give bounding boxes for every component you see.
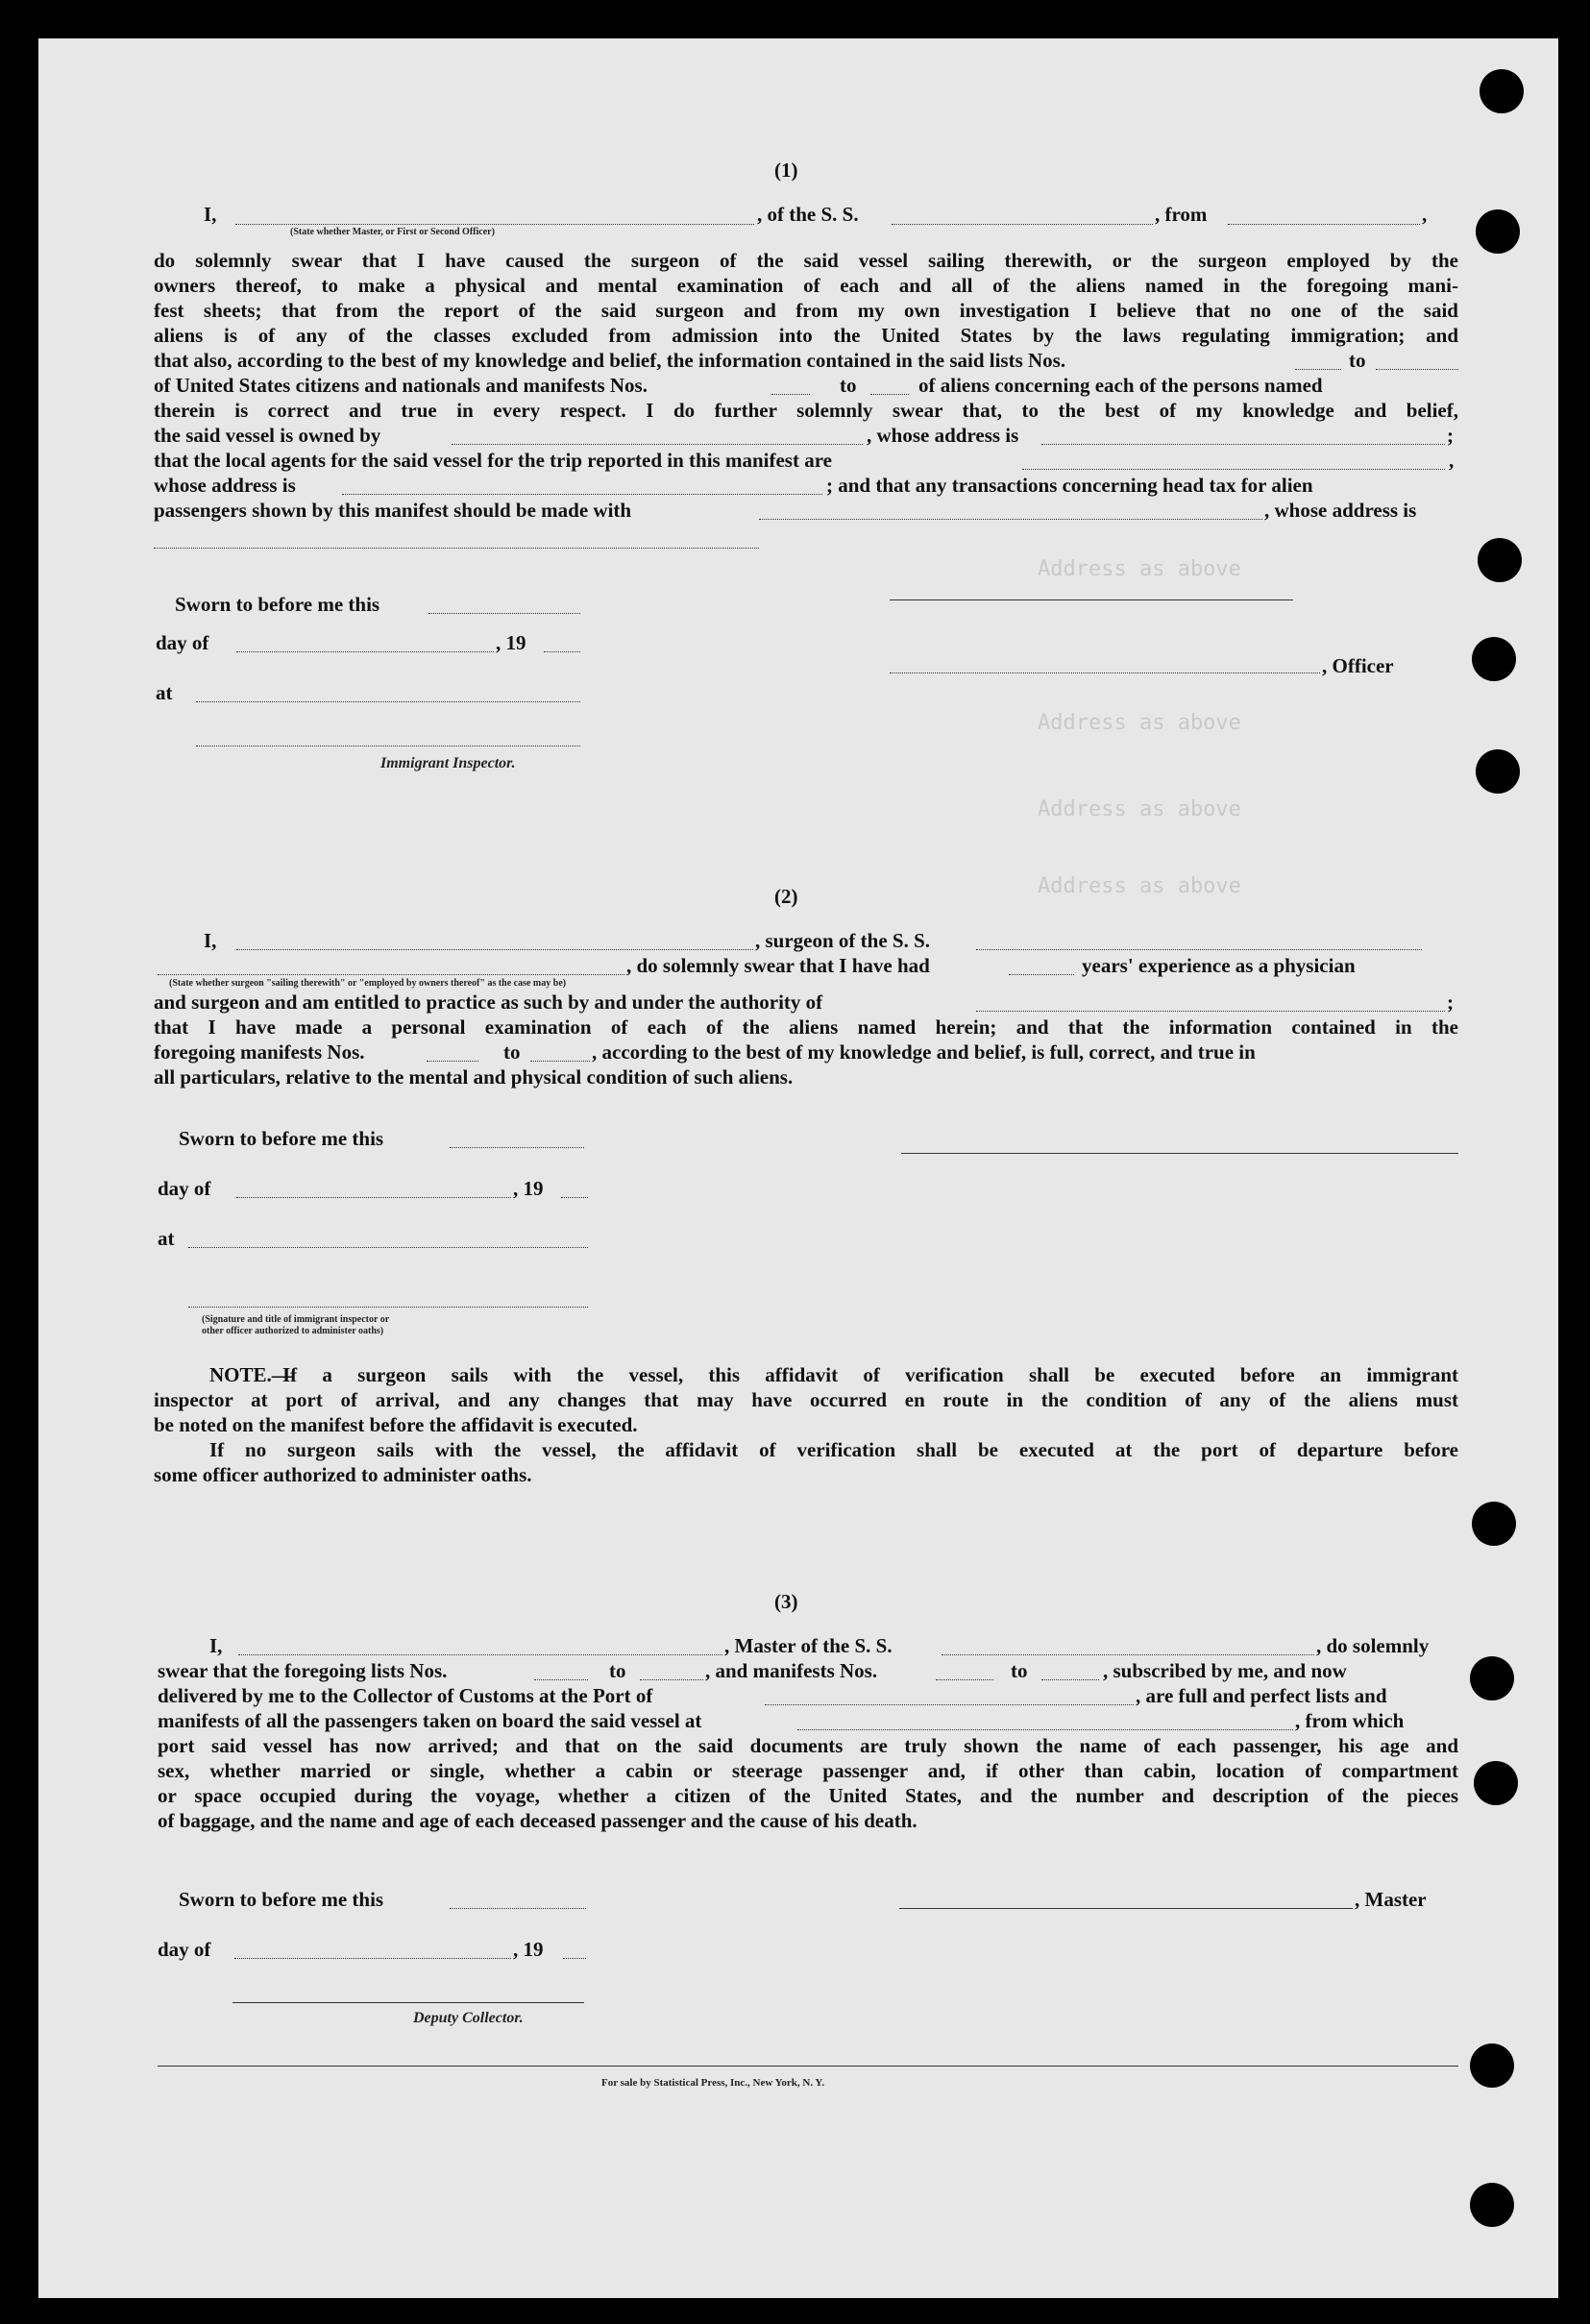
section-2-text: foregoing manifests Nos. [154,1040,365,1064]
section-1-text: therein is correct and true in every respect. I do further solemnly swear that, to the best of my knowledge and belief, [154,399,1458,422]
section-2-text: , do solemnly swear that I have had [626,954,930,977]
manifests-to-field[interactable] [870,394,909,395]
surgeon-note: (State whether surgeon "sailing therewith" or "employed by owners thereof" as the case may be) [169,978,567,989]
surgeon-manifests-from-field[interactable] [427,1061,478,1062]
section-2-text: years' experience as a physician [1082,954,1356,977]
section-3-text: or space occupied during the voyage, whether a citizen of the United States, and the number and description of the pieces [158,1784,1458,1807]
sworn-label: Sworn to before me this [175,593,380,616]
line-label: I, [204,203,217,226]
day-of-label: day of [158,1177,211,1200]
punch-hole [1472,1502,1516,1546]
section-1-text: ; and that any transactions concerning head tax for alien [826,474,1313,497]
bleed-through-text: Address as above [1038,874,1241,898]
punch-hole [1478,538,1522,582]
sworn-label: Sworn to before me this [179,1127,384,1150]
section-3-text: , do solemnly [1316,1634,1430,1657]
section-1-text: do solemnly swear that I have caused the surgeon of the said vessel sailing therewith, or the surgeon employed by the [154,249,1458,272]
punch-hole [1476,209,1520,254]
section-3-heading: (3) [774,1590,798,1613]
owner-address-field[interactable] [1041,444,1445,445]
master-name-field[interactable] [238,1654,722,1655]
section-1-text: whose address is [154,474,296,497]
punch-hole [1476,749,1520,794]
year-label: , 19 [496,631,526,654]
section-1-text: of United States citizens and nationals and manifests Nos. [154,374,648,397]
section-1-text: that the local agents for the said vessel for the trip reported in this manifest are [154,449,832,472]
at-field[interactable] [188,1247,588,1248]
master-vessel-field[interactable] [942,1654,1314,1655]
section-3-text: , and manifests Nos. [705,1659,878,1682]
punch-hole [1470,2043,1514,2088]
section-1-text: , whose address is [1264,499,1417,522]
inspector-label: Immigrant Inspector. [380,755,516,771]
day-of-label: day of [156,631,209,654]
footer-rule [158,2066,1458,2067]
section-2-text: I, [204,929,217,952]
form-page [38,38,1558,2298]
punch-hole [1470,1656,1514,1700]
at-label: at [156,681,173,704]
section-1-text: owners thereof, to make a physical and mental examination of each and all of the aliens named in the foregoing mani- [154,274,1458,297]
bleed-through-text: Address as above [1038,711,1241,735]
bleed-through-text: Address as above [1038,557,1241,581]
lists-to-field[interactable] [1376,369,1458,370]
section-3-text: manifests of all the passengers taken on board the said vessel at [158,1709,702,1732]
sworn-date-field[interactable] [450,1908,586,1909]
surgeon-manifests-to-field[interactable] [530,1061,590,1062]
section-1-text: aliens is of any of the classes excluded from admission into the United States by the laws regulating immigration; and [154,324,1458,347]
agents-field[interactable] [1022,469,1445,470]
section-3-text: , are full and perfect lists and [1136,1684,1387,1707]
lists-from-field[interactable] [1295,369,1341,370]
section-3-text: I, [209,1634,223,1657]
section-3-text: delivered by me to the Collector of Customs at the Port of [158,1684,653,1707]
section-1-text: , [1449,449,1455,472]
officer-name-field[interactable] [235,224,754,225]
section-1-text: the said vessel is owned by [154,424,381,447]
section-1-heading: (1) [774,159,798,182]
section-1-text: to [1349,349,1366,372]
section-2-text: to [503,1040,521,1064]
year-field[interactable] [544,651,580,652]
line-label: , [1422,203,1428,226]
day-of-label: day of [158,1938,211,1961]
surgeon-name-field[interactable] [236,949,753,950]
vessel-name-field[interactable] [892,224,1153,225]
note-lead: NOTE.— [209,1363,292,1386]
owner-field[interactable] [452,444,863,445]
deputy-collector-label: Deputy Collector. [413,2010,524,2026]
signature-line[interactable] [890,599,1293,600]
day-of-field[interactable] [234,1958,511,1959]
surgeon-vessel-field[interactable] [976,949,1422,950]
note-text: inspector at port of arrival, and any changes that may have occurred en route in the condition of any of the aliens must [154,1388,1458,1411]
line-label: , from [1155,203,1208,226]
master-manifests-to-field[interactable] [1041,1679,1099,1680]
sworn-label: Sworn to before me this [179,1888,384,1911]
sworn-date-field[interactable] [428,613,580,614]
section-1-text: fest sheets; that from the report of the said surgeon and from my own investigation I believe that no one of the said [154,299,1458,322]
section-3-text: , subscribed by me, and now [1103,1659,1347,1682]
administering-officer-field[interactable] [188,1307,588,1308]
section-3-text: to [609,1659,626,1682]
section-2-text: , according to the best of my knowledge and belief, is full, correct, and true in [592,1040,1256,1064]
year-label: , 19 [513,1177,544,1200]
authority-field[interactable] [976,1011,1445,1012]
line-label: , of the S. S. [757,203,859,226]
at-label: at [158,1227,175,1250]
section-2-text: that I have made a personal examination of each of the aliens named herein; and that the information contained in the [154,1015,1458,1039]
deputy-signature-line[interactable] [232,2002,584,2003]
section-3-text: to [1011,1659,1028,1682]
section-3-text: port said vessel has now arrived; and that on the said documents are truly shown the name of each passenger, his age and [158,1734,1458,1757]
punch-hole [1480,69,1524,113]
section-1-text: ; [1447,424,1454,447]
officer-note: (State whether Master, or First or Second Officer) [290,227,495,237]
section-3-text: , from which [1295,1709,1405,1732]
note-text: be noted on the manifest before the affidavit is executed. [154,1413,638,1436]
master-lists-to-field[interactable] [640,1679,703,1680]
bleed-through-text: Address as above [1038,797,1241,821]
officer-label: , Officer [1322,654,1394,677]
surgeon-signature-line[interactable] [901,1153,1458,1154]
punch-hole [1474,1761,1518,1805]
section-3-text: swear that the foregoing lists Nos. [158,1659,448,1682]
day-of-field[interactable] [236,1197,511,1198]
years-experience-field[interactable] [1009,974,1074,975]
port-of-field[interactable] [765,1704,1134,1705]
embarkation-port-field[interactable] [797,1729,1293,1730]
section-2-heading: (2) [774,885,798,908]
note-text: If no surgeon sails with the vessel, the affidavit of verification shall be executed at the port of departure before [209,1438,1458,1461]
signature-note: other officer authorized to administer oaths) [202,1326,384,1336]
agents-address-field[interactable] [342,494,822,495]
head-tax-party-field[interactable] [759,519,1262,520]
signature-note: (Signature and title of immigrant inspector or [202,1314,390,1325]
section-1-text: of aliens concerning each of the persons named [918,374,1323,397]
section-2-text: , surgeon of the S. S. [755,929,931,952]
at-field[interactable] [196,701,580,702]
sworn-date-field[interactable] [450,1147,584,1148]
section-3-text: sex, whether married or single, whether a cabin or steerage passenger and, if other than cabin, location of compartment [158,1759,1458,1782]
section-2-text: all particulars, relative to the mental and physical condition of such aliens. [154,1065,794,1089]
section-1-text: that also, according to the best of my knowledge and belief, the information contained in the said lists Nos. [154,349,1066,372]
head-tax-address-field[interactable] [154,548,759,549]
note-text: If a surgeon sails with the vessel, this affidavit of verification shall be executed before an immigrant [282,1363,1458,1386]
manifests-from-field[interactable] [771,394,810,395]
master-signature-line[interactable] [899,1908,1353,1909]
master-manifests-from-field[interactable] [936,1679,993,1680]
section-3-text: of baggage, and the name and age of each deceased passenger and the cause of his death. [158,1809,917,1832]
from-port-field[interactable] [1228,224,1420,225]
year-label: , 19 [513,1938,544,1961]
punch-hole [1470,2183,1514,2227]
surgeon-status-field[interactable] [158,974,624,975]
master-lists-from-field[interactable] [534,1679,588,1680]
footer-text: For sale by Statistical Press, Inc., New York, N. Y. [601,2077,825,2089]
year-field[interactable] [563,1958,586,1959]
section-1-text: to [840,374,857,397]
section-3-text: , Master of the S. S. [724,1634,893,1657]
note-text: some officer authorized to administer oaths. [154,1463,532,1486]
punch-hole [1472,637,1516,681]
section-1-text: passengers shown by this manifest should be made with [154,499,632,522]
year-field[interactable] [561,1197,588,1198]
master-label: , Master [1355,1888,1427,1911]
section-1-text: , whose address is [867,424,1019,447]
day-of-field[interactable] [236,651,494,652]
section-2-text: and surgeon and am entitled to practice as such by and under the authority of [154,991,823,1014]
section-2-text: ; [1447,991,1454,1014]
